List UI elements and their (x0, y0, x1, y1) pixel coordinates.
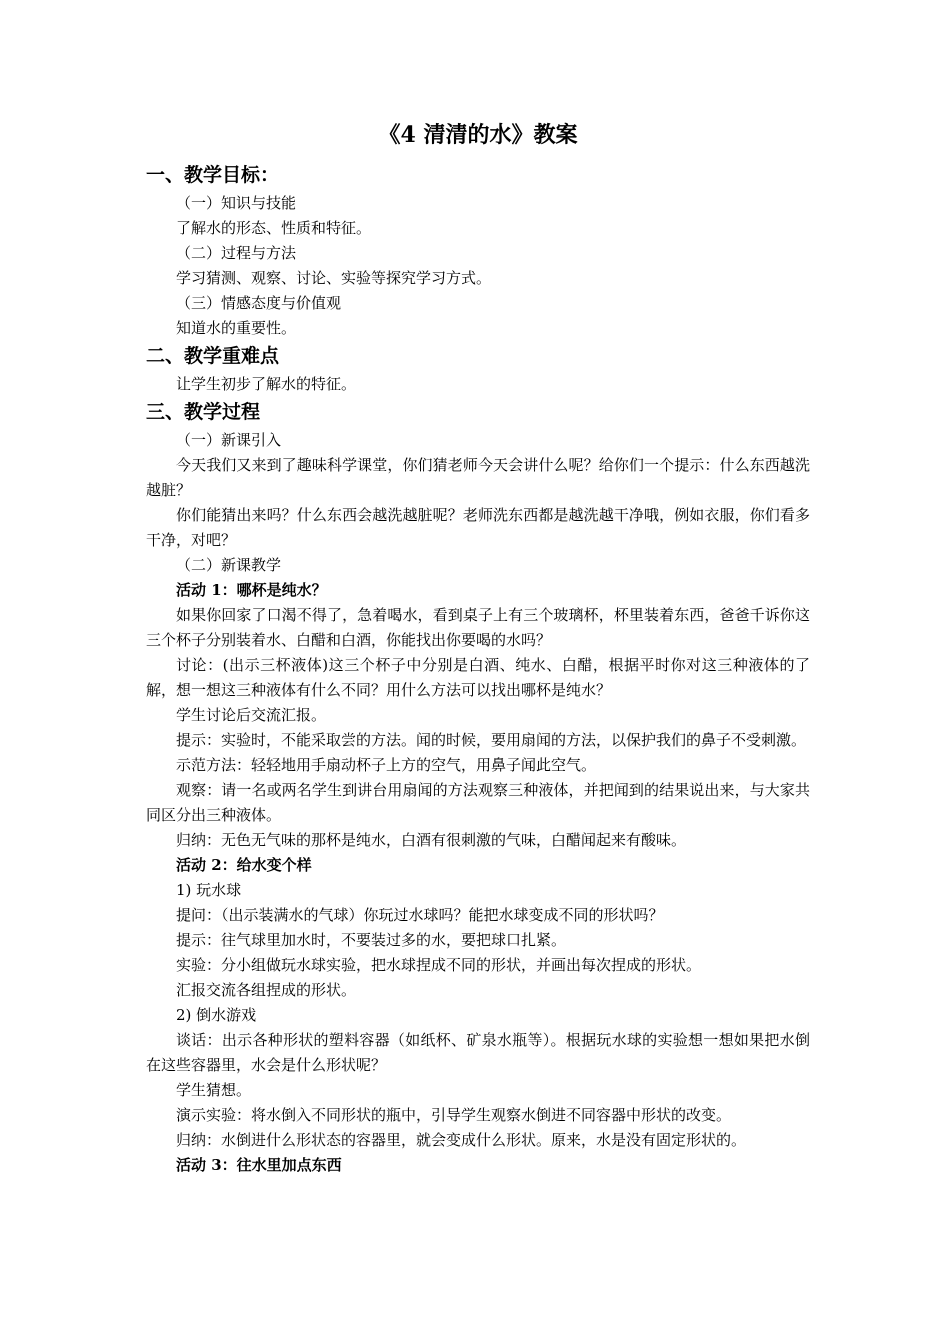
activity-1-paragraph: 如果你回家了口渴不得了，急着喝水，看到桌子上有三个玻璃杯，杯里装着东西，爸爸千诉你这三个杯子分别装着水、白醋和白酒，你能找出你要喝的水吗？ (146, 606, 810, 649)
goal-knowledge-text: 了解水的形态、性质和特征。 (176, 219, 372, 237)
heading-process: 三、教学过程 (146, 401, 261, 423)
new-lesson-label: （二）新课教学 (176, 556, 282, 574)
goal-process-text: 学习猜测、观察、讨论、实验等探究学习方式。 (176, 269, 492, 287)
goal-emotion-text: 知道水的重要性。 (176, 319, 297, 337)
activity-2-paragraph: 演示实验：将水倒入不同形状的瓶中，引导学生观察水倒进不同容器中形状的改变。 (176, 1106, 732, 1124)
heading-key-points: 二、教学重难点 (146, 345, 280, 367)
activity-2-paragraph: 汇报交流各组捏成的形状。 (176, 981, 357, 999)
activity-2-paragraph: 谈话：出示各种形状的塑料容器（如纸杯、矿泉水瓶等）。根据玩水球的实验想一想如果把水倒在这些容器里，水会是什么形状呢？ (146, 1031, 810, 1074)
activity-1-paragraph: 示范方法：轻轻地用手扇动杯子上方的空气，用鼻子闻此空气。 (176, 756, 597, 774)
goal-emotion-label: （三）情感态度与价值观 (176, 294, 342, 312)
activity-2-paragraph: 提问：（出示装满水的气球）你玩过水球吗？能把水球变成不同的形状吗？ (176, 906, 664, 924)
key-points-text: 让学生初步了解水的特征。 (176, 375, 357, 393)
intro-paragraph-1: 今天我们又来到了趣味科学课堂，你们猜老师今天会讲什么呢？给你们一个提示：什么东西越洗越脏？ (146, 456, 810, 499)
activity-2-title: 活动 2：给水变个样 (176, 856, 312, 874)
activity-2-paragraph: 学生猜想。 (176, 1081, 252, 1099)
activity-1-paragraph: 提示：实验时，不能采取尝的方法。闻的时候，要用扇闻的方法，以保护我们的鼻子不受刺激。 (176, 731, 807, 749)
goal-knowledge-label: （一）知识与技能 (176, 194, 297, 212)
activity-2-paragraph: 提示：往气球里加水时，不要装过多的水，要把球口扎紧。 (176, 931, 567, 949)
activity-2-item-2: 2) 倒水游戏 (176, 1006, 257, 1024)
heading-goals: 一、教学目标： (146, 164, 280, 186)
activity-2-item-1: 1) 玩水球 (176, 881, 242, 899)
activity-1-paragraph: 讨论：(出示三杯液体)这三个杯子中分别是白酒、纯水、白醋，根据平时你对这三种液体的了解，想一想这三种液体有什么不同？用什么方法可以找出哪杯是纯水？ (146, 656, 810, 699)
intro-paragraph-2: 你们能猜出来吗？什么东西会越洗越脏呢？老师洗东西都是越洗越干净哦，例如衣服，你们看多干净，对吧？ (146, 506, 810, 549)
document-title: 《4 清清的水》教案 (378, 122, 578, 148)
activity-1-title: 活动 1：哪杯是纯水？ (176, 581, 327, 599)
document-page (146, 118, 810, 1178)
activity-1-paragraph: 观察：请一名或两名学生到讲台用扇闻的方法观察三种液体，并把闻到的结果说出来，与大家共同区分出三种液体。 (146, 781, 810, 824)
activity-2-paragraph: 归纳：水倒进什么形状态的容器里，就会变成什么形状。原来，水是没有固定形状的。 (176, 1131, 747, 1149)
activity-1-paragraph: 学生讨论后交流汇报。 (176, 706, 327, 724)
goal-process-label: （二）过程与方法 (176, 244, 297, 262)
activity-2-paragraph: 实验：分小组做玩水球实验，把水球捏成不同的形状，并画出每次捏成的形状。 (176, 956, 702, 974)
intro-label: （一）新课引入 (176, 431, 282, 449)
activity-1-paragraph: 归纳：无色无气味的那杯是纯水，白酒有很刺激的气味，白醋闻起来有酸味。 (176, 831, 687, 849)
activity-3-title: 活动 3：往水里加点东西 (176, 1156, 342, 1174)
